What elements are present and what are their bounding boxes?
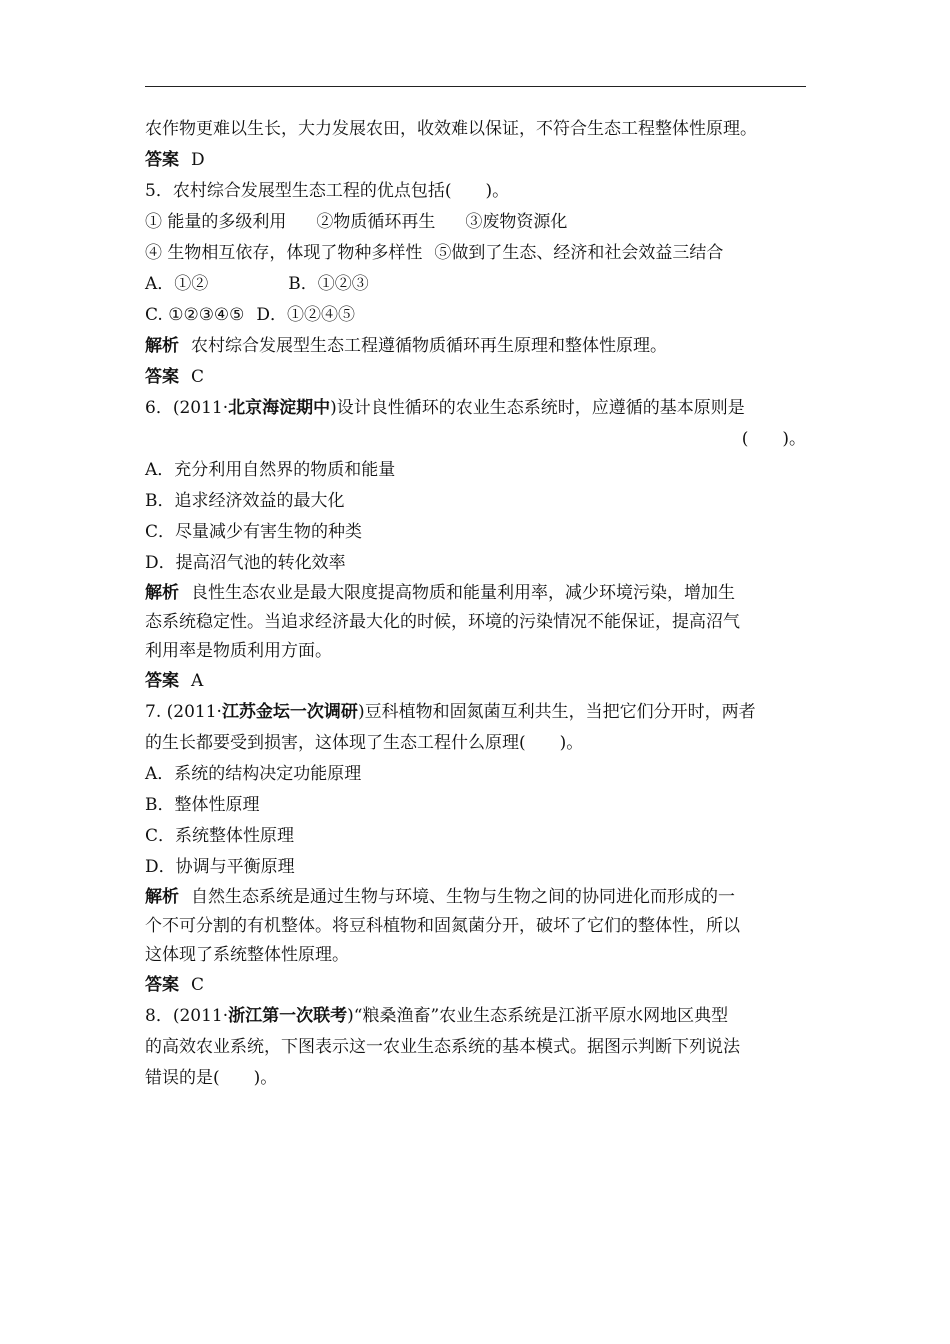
q5-items-line1	[145, 207, 806, 238]
analysis-label: 解析	[145, 336, 179, 356]
q5-item-2: ②物质循环再生	[316, 212, 436, 232]
q7-number: 7. (2011·	[145, 702, 222, 722]
analysis-text: 农村综合发展型生态工程遵循物质循环再生原理和整体性原理。	[191, 336, 667, 356]
header-rule	[145, 86, 806, 87]
answer-label: 答案	[145, 671, 179, 691]
q5-item-1: ① 能量的多级利用	[145, 212, 287, 232]
answer-value: C	[191, 975, 205, 995]
answer-label: 答案	[145, 975, 179, 995]
q4-tail-text: 农作物更难以生长，大力发展农田，收效难以保证，不符合生态工程整体性原理。	[145, 119, 757, 139]
q8-stem-line2: 的高效农业系统，下图表示这一农业生态系统的基本模式。据图示判断下列说法	[145, 1037, 740, 1057]
q6-option-c: C．尽量减少有害生物的种类	[145, 522, 363, 542]
q7-option-d: D．协调与平衡原理	[145, 857, 295, 877]
q6-option-d: D．提高沼气池的转化效率	[145, 553, 346, 573]
q7-source: 江苏金坛一次调研	[221, 702, 358, 722]
q5-option-c: C. ①②③④⑤	[145, 305, 245, 325]
q5-option-a: A．①②	[145, 274, 209, 294]
q7-option-c: C．系统整体性原理	[145, 826, 295, 846]
analysis-text: 良性生态农业是最大限度提高物质和能量利用率，减少环境污染，增加生	[191, 583, 735, 603]
q8-source: 浙江第一次联考	[228, 1006, 348, 1026]
q8-stem-line3: 错误的是( )。	[145, 1068, 278, 1088]
answer-value: A	[191, 671, 204, 691]
q8-number: 8．(2011·	[145, 1006, 229, 1026]
answer-label: 答案	[145, 150, 179, 170]
q7-stem-line1	[145, 697, 806, 728]
q4-answer	[145, 145, 806, 176]
q5-item-5: ⑤做到了生态、经济和社会效益三结合	[434, 243, 724, 263]
q6-number: 6．(2011·	[145, 398, 229, 418]
q7-analysis-line3: 这体现了系统整体性原理。	[145, 945, 349, 965]
q6-option-b: B．追求经济效益的最大化	[145, 491, 345, 511]
answer-blank: ( )。	[741, 429, 806, 449]
answer-value: C	[191, 367, 205, 387]
q6-source: 北京海淀期中	[228, 398, 331, 418]
q6-paren	[145, 424, 806, 455]
q6-option-a: A．充分利用自然界的物质和能量	[145, 460, 396, 480]
q5-options-cd	[145, 300, 806, 331]
answer-value: D	[191, 150, 205, 170]
q7-stem-text: )豆科植物和固氮菌互利共生，当把它们分开时，两者	[357, 702, 756, 722]
q8-stem-text: )“粮桑渔畜”农业生态系统是江浙平原水网地区典型	[347, 1006, 729, 1026]
q5-item-3: ③废物资源化	[465, 212, 568, 232]
q7-answer	[145, 970, 806, 1001]
q6-analysis-line1	[145, 579, 806, 608]
analysis-label: 解析	[145, 583, 179, 603]
q6-analysis-line3: 利用率是物质利用方面。	[145, 641, 332, 661]
q5-analysis	[145, 331, 806, 362]
q5-items-line2	[145, 238, 806, 269]
q6-answer	[145, 666, 806, 697]
q7-option-b: B．整体性原理	[145, 795, 260, 815]
q5-answer	[145, 362, 806, 393]
q7-analysis-line2: 个不可分割的有机整体。将豆科植物和固氮菌分开，破坏了它们的整体性，所以	[145, 916, 740, 936]
q5-item-4: ④ 生物相互依存，体现了物种多样性	[145, 243, 423, 263]
q7-analysis-line1	[145, 883, 806, 912]
q5-option-b: B．①②③	[288, 274, 369, 294]
q6-stem	[145, 393, 806, 424]
q6-stem-text: )设计良性循环的农业生态系统时，应遵循的基本原则是	[330, 398, 745, 418]
q8-stem-line1	[145, 1001, 806, 1032]
analysis-label: 解析	[145, 887, 179, 907]
q5-options-ab	[145, 269, 806, 300]
document-content	[145, 114, 806, 1094]
q7-option-a: A．系统的结构决定功能原理	[145, 764, 362, 784]
q6-analysis-line2: 态系统稳定性。当追求经济最大化的时候，环境的污染情况不能保证，提高沼气	[145, 612, 740, 632]
answer-label: 答案	[145, 367, 179, 387]
q7-stem-line2: 的生长都要受到损害，这体现了生态工程什么原理( )。	[145, 733, 584, 753]
analysis-text: 自然生态系统是通过生物与环境、生物与生物之间的协同进化而形成的一	[191, 887, 735, 907]
q5-stem: 5．农村综合发展型生态工程的优点包括( )。	[145, 181, 510, 201]
q5-option-d: D．①②④⑤	[256, 305, 356, 325]
